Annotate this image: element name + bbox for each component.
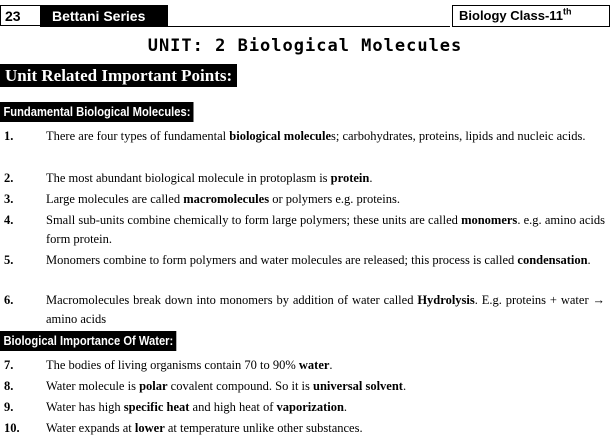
subsection-water: Biological Importance Of Water: <box>0 331 177 351</box>
list-item-text <box>46 356 605 375</box>
text-run: . E.g. proteins + water <box>474 293 593 307</box>
text-run: Water expands at <box>46 421 135 435</box>
text-run: . <box>343 400 348 414</box>
text-run: The most abundant biological molecule in protoplasm is <box>46 171 331 185</box>
page-title: UNIT: 2 Biological Molecules <box>147 36 463 56</box>
bold-term: vaporization <box>276 400 344 414</box>
list-item-text <box>46 211 605 249</box>
text-run: Small sub-units combine chemically to form large polymers; these units are called <box>46 213 462 227</box>
bold-term: polar <box>139 379 168 393</box>
text-run: Water has high <box>46 400 124 414</box>
list-item-number: 6. <box>4 293 14 307</box>
page-number: 23 <box>0 5 40 26</box>
header-rule <box>168 26 450 27</box>
section-heading: Unit Related Important Points: <box>0 64 237 87</box>
list-item-text <box>46 169 605 188</box>
list-item-text <box>46 251 605 270</box>
bold-term: specific heat <box>123 400 190 414</box>
text-run: Water molecule is <box>46 379 140 393</box>
list-item-text <box>46 419 605 438</box>
text-run: and high heat of <box>189 400 277 414</box>
list-item-text <box>46 190 605 209</box>
text-run: Monomers combine to form polymers and water molecules are released; this process is called <box>46 253 518 267</box>
subject-label <box>452 5 610 27</box>
text-run: . <box>369 171 373 185</box>
bold-term: biological molecule <box>229 129 331 143</box>
text-run: Macromolecules break down into monomers by addition of water called <box>46 293 418 307</box>
list-item-number: 1. <box>4 129 14 143</box>
list-item-number: 7. <box>4 358 14 372</box>
text-run: covalent compound. So it is <box>167 379 314 393</box>
list-item-number: 9. <box>4 400 14 414</box>
bold-term: condensation <box>517 253 588 267</box>
text-run: or polymers e.g. proteins. <box>269 192 400 206</box>
subsection-fundamental: Fundamental Biological Molecules: <box>0 102 194 122</box>
list-item-text <box>46 398 605 417</box>
list-item-text <box>46 291 605 329</box>
page-header <box>0 5 610 27</box>
subject-superscript: th <box>563 6 572 17</box>
bold-term: → <box>592 293 605 307</box>
list-item-number: 5. <box>4 253 14 267</box>
text-run: . <box>402 379 407 393</box>
list-item-number: 3. <box>4 192 14 206</box>
bold-term: lower <box>134 421 165 435</box>
list-item-text <box>46 377 605 396</box>
list-item-text <box>46 127 605 146</box>
text-run: at temperature unlike other substances. <box>164 421 363 435</box>
bold-term: macromolecules <box>183 192 270 206</box>
text-run: . <box>587 253 591 267</box>
text-run: s; carbohydrates, proteins, lipids and nucleic acids. <box>331 129 586 143</box>
list-item-number: 8. <box>4 379 14 393</box>
series-label: Bettani Series <box>40 5 168 27</box>
text-run: . <box>329 358 333 372</box>
bold-term: Hydrolysis <box>417 293 475 307</box>
text-run: There are four types of fundamental <box>46 129 230 143</box>
bold-term: universal solvent <box>313 379 403 393</box>
bold-term: monomers <box>461 213 518 227</box>
bold-term: water <box>298 358 330 372</box>
list-item-number: 4. <box>4 213 14 227</box>
text-run: . e.g. amino acids form protein. <box>46 213 605 246</box>
bold-term: protein <box>330 171 370 185</box>
list-item-number: 2. <box>4 171 14 185</box>
text-run: Large molecules are called <box>46 192 184 206</box>
text-run: amino acids <box>46 312 107 326</box>
list-item-number: 10. <box>4 421 20 435</box>
text-run: The bodies of living organisms contain 70 to 90% <box>46 358 299 372</box>
subject-text: Biology Class-11 <box>459 8 564 23</box>
